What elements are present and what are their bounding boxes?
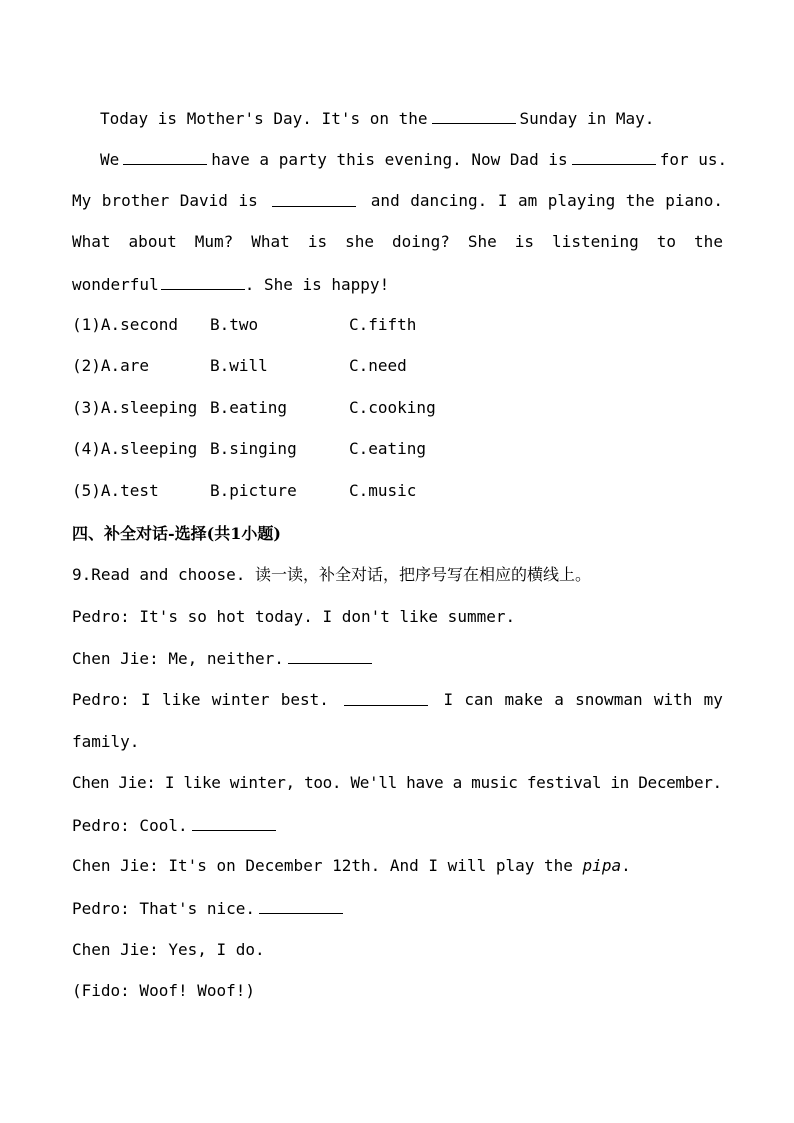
passage-line-2: [100, 148, 727, 171]
italic-word: pipa: [582, 856, 622, 875]
option-c: C.cooking: [349, 398, 436, 417]
dialogue-blank-2[interactable]: [344, 689, 428, 706]
text: Pedro: That's nice.: [72, 899, 256, 918]
option-b: B.will: [210, 356, 268, 375]
passage-line-5: [72, 273, 389, 296]
word: winter: [211, 690, 270, 709]
text: Chen Jie: Me, neither.: [72, 649, 284, 668]
dialogue-line-9: (Fido: Woof! Woof!): [72, 981, 256, 1000]
option-row-5: [72, 481, 417, 500]
passage-line-3: [72, 190, 723, 212]
option-row-2: [72, 356, 407, 375]
word: a: [554, 690, 564, 709]
answer-blank-4[interactable]: [272, 190, 356, 207]
word: with: [653, 690, 693, 709]
option-a: (1)A.second: [72, 315, 178, 334]
word: I: [141, 690, 151, 709]
option-b: B.picture: [210, 481, 297, 500]
option-c: C.eating: [349, 439, 427, 458]
option-row-4: [72, 439, 427, 458]
dialogue-line-5: [72, 814, 280, 837]
answer-blank-2[interactable]: [123, 148, 207, 165]
dialogue-blank-4[interactable]: [259, 897, 343, 914]
word: make: [504, 690, 544, 709]
word: Mum?: [194, 232, 234, 251]
option-a: (2)A.are: [72, 356, 150, 375]
dialogue-line-3b: family.: [72, 732, 140, 751]
word: dancing.: [410, 191, 488, 210]
word: My: [72, 191, 92, 210]
option-a: (4)A.sleeping: [72, 439, 198, 458]
option-c: C.fifth: [349, 315, 417, 334]
passage-line-1: [100, 107, 654, 130]
word: What: [251, 232, 290, 251]
passage-line-4: [72, 231, 723, 253]
dialogue-blank-3[interactable]: [192, 814, 276, 831]
text: We: [100, 150, 120, 169]
word: like: [161, 690, 201, 709]
word: and: [370, 191, 400, 210]
text: have a party this evening. Now Dad is: [211, 150, 568, 169]
option-row-1: [72, 315, 417, 334]
word: about: [128, 232, 177, 251]
text: Chen Jie: It's on December 12th. And I will play the: [72, 856, 573, 875]
text: .: [621, 856, 631, 875]
question-9: 9.Read and choose. 读一读，补全对话，把序号写在相应的横线上。: [72, 565, 592, 584]
word: my: [703, 690, 723, 709]
word: snowman: [575, 690, 643, 709]
word: is: [307, 232, 328, 251]
option-a: (5)A.test: [72, 481, 159, 500]
word: am: [518, 191, 538, 210]
word: the: [625, 191, 655, 210]
word: I: [443, 690, 454, 709]
text: . She is happy!: [244, 275, 390, 294]
text: wonderful: [72, 275, 159, 294]
word: to: [656, 232, 677, 251]
word: can: [464, 690, 494, 709]
option-b: B.eating: [210, 398, 288, 417]
dialogue-line-7: [72, 897, 347, 920]
answer-blank-1[interactable]: [432, 107, 516, 124]
word: Pedro:: [72, 690, 130, 709]
word: brother: [101, 191, 170, 210]
section-heading: 四、补全对话-选择(共1小题): [72, 524, 281, 543]
answer-blank-5[interactable]: [161, 273, 245, 290]
text: Pedro: Cool.: [72, 816, 188, 835]
dialogue-line-3: [72, 689, 723, 711]
word: She: [467, 232, 497, 251]
dialogue-blank-1[interactable]: [288, 647, 372, 664]
answer-blank-3[interactable]: [572, 148, 656, 165]
option-b: B.singing: [210, 439, 297, 458]
option-c: C.need: [349, 356, 407, 375]
word: playing: [547, 191, 616, 210]
word: I: [497, 191, 508, 210]
word: is: [514, 232, 535, 251]
text: for us.: [659, 150, 728, 169]
option-a: (3)A.sleeping: [72, 398, 198, 417]
text: Today is Mother's Day. It's on the: [100, 109, 428, 128]
word: piano.: [665, 191, 723, 210]
dialogue-line-1: Pedro: It's so hot today. I don't like summer.: [72, 607, 516, 626]
text: Sunday in May.: [519, 109, 655, 128]
dialogue-line-6: [72, 855, 631, 877]
word: listening: [552, 232, 639, 251]
word: she: [345, 232, 375, 251]
option-b: B.two: [210, 315, 259, 334]
word: best.: [280, 690, 329, 709]
option-c: C.music: [349, 481, 417, 500]
dialogue-line-8: Chen Jie: Yes, I do.: [72, 940, 265, 959]
word: What: [72, 232, 111, 251]
dialogue-line-4: Chen Jie: I like winter, too. We'll have a music festival in December.: [72, 773, 722, 792]
word: the: [694, 232, 723, 251]
word: David: [179, 191, 228, 210]
dialogue-line-2: [72, 647, 376, 670]
option-row-3: [72, 398, 436, 417]
word: is: [238, 191, 258, 210]
word: doing?: [392, 232, 450, 251]
